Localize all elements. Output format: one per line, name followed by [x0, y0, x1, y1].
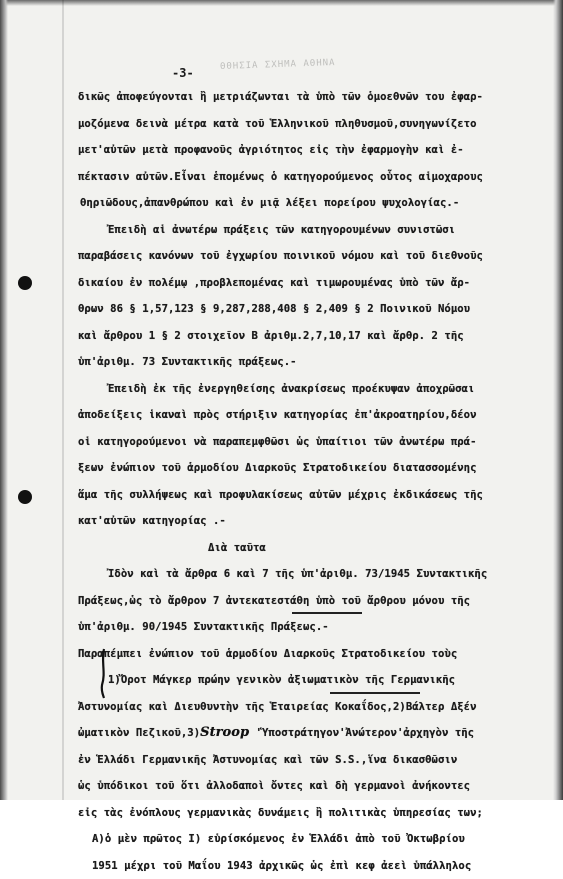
scan-edge-right: [553, 0, 563, 800]
text-line: ὑπ'ἀριθμ. 73 Συντακτικῆς πράξεως.-: [78, 349, 550, 376]
text-line: Ἰδὸν καὶ τὰ ἄρθρα 6 καὶ 7 τῆς ὑπ'ἀριθμ. 73/1945 Συντακτικῆς: [78, 561, 550, 588]
text-line: 1)Ὄροτ Μάγκερ πρώην γενικὸν ἀξιωματικὸν τῆς Γερμανικῆς: [78, 667, 550, 694]
bleed-through-text: ΘΘΗΣΙΑ ΣΧΗΜΑ ΑΘΗΝΑ: [220, 58, 336, 72]
text-line-with-handwriting: [78, 720, 550, 747]
text-line: πέκτασιν αὐτῶν.Εἶναι ἑπομένως ὁ κατηγορούμενος οὗτος αἱμοχαρους: [78, 164, 550, 191]
text-fragment: 'Ὑποστράτηγον'Ἀνώτερον'ἀρχηγὸν τῆς: [256, 727, 475, 739]
handwritten-underline: [292, 612, 362, 614]
text-line: Ἀστυνομίας καὶ Διευθυντὴν τῆς Ἑταιρείας Κοκαΐδος,2)Βάλτερ Δξέν: [78, 694, 550, 721]
handwritten-underline: [330, 692, 420, 694]
text-fragment: ὠματικὸν Πεζικοῦ,3): [78, 727, 200, 739]
text-line: Ἐπειδὴ αἱ ἀνωτέρω πράξεις τῶν κατηγορουμένων συνιστῶσι: [78, 217, 550, 244]
text-line: Πράξεως,ὡς τὸ ἄρθρον 7 ἀντεκατεστάθη ὑπὸ τοῦ ἄρθρου μόνου τῆς: [78, 588, 550, 615]
scan-edge-top: [0, 0, 563, 6]
text-line: κατ'αὐτῶν κατηγορίας .-: [78, 508, 550, 535]
text-line: ξεων ἐνώπιον τοῦ ἁρμοδίου Διαρκοῦς Στρατοδικείου διατασσομένης: [78, 455, 550, 482]
text-line: ἅμα τῆς συλλήψεως καὶ προφυλακίσεως αὐτῶν μέχρις ἐκδικάσεως τῆς: [78, 482, 550, 509]
text-line: ἐν Ἑλλάδι Γερμανικῆς Ἀστυνομίας καὶ τῶν S.S.,ἵνα δικασθῶσιν: [78, 747, 550, 774]
text-line: ὡς ὑπόδικοι τοῦ ὅτι ἀλλοδαποὶ ὄντες καὶ δὴ γερμανοὶ ἀνήκοντες: [78, 773, 550, 800]
handwritten-margin-mark: [98, 647, 108, 699]
text-line: 1951 μέχρι τοῦ Μαΐου 1943 ἀρχικῶς ὡς ἐπὶ κεφ ἀεεὶ ὑπάλληλος: [78, 853, 550, 879]
punch-hole-icon: [18, 490, 32, 504]
text-line: Α)ὁ μὲν πρῶτος I) εὑρίσκόμενος ἐν Ἑλλάδι ἀπὸ τοῦ Ὀκτωβρίου: [78, 826, 550, 853]
text-line: Ἐπειδὴ ἐκ τῆς ἐνεργηθείσης ἀνακρίσεως προέκυψαν ἀποχρῶσαι: [78, 376, 550, 403]
document-body: [78, 84, 550, 879]
text-line: θηριῶδους,ἀπανθρώπου καὶ ἐν μιᾷ λέξει πορείρου ψυχολογίας.-: [78, 190, 550, 217]
text-line: μετ'αὐτῶν μετὰ προφανοῦς ἀγριότητος εἰς τὴν ἐφαρμογὴν καὶ ἐ-: [78, 137, 550, 164]
handwritten-name: Stroop: [200, 725, 249, 740]
punch-hole-icon: [18, 276, 32, 290]
text-line: εἰς τὰς ἐνόπλους γερμανικὰς δυνάμεις ἢ πολιτικὰς ὑπηρεσίας των;: [78, 800, 550, 827]
text-line: ὑπ'ἀριθμ. 90/1945 Συντακτικῆς Πράξεως.-: [78, 614, 550, 641]
text-line: μοζόμενα δεινὰ μέτρα κατὰ τοῦ Ἑλληνικοῦ πληθυσμοῦ,συνηγωνίζετο: [78, 111, 550, 138]
page-number: -3-: [172, 66, 194, 80]
text-line: Παραπέμπει ἐνώπιον τοῦ ἁρμοδίου Διαρκοῦς Στρατοδικείου τοὺς: [78, 641, 550, 668]
scan-edge-left: [0, 0, 8, 800]
text-line: οἱ κατηγορούμενοι νὰ παραπεμφθῶσι ὡς ὑπαίτιοι τῶν ἀνωτέρω πρά-: [78, 429, 550, 456]
text-line: δικῶς ἀποφεύγονται ἢ μετριάζωνται τὰ ὑπὸ τῶν ὁμοεθνῶν του ἐφαρ-: [78, 84, 550, 111]
text-line: ἀποδείξεις ἱκαναὶ πρὸς στήριξιν κατηγορίας ἐπ'ἀκροατηρίου,δέον: [78, 402, 550, 429]
text-line: θρων 86 § 1,57,123 § 9,287,288,408 § 2,409 § 2 Ποινικοῦ Νόμου: [78, 296, 550, 323]
text-line: παραβάσεις κανόνων τοῦ ἐγχωρίου ποινικοῦ νόμου καὶ τοῦ διεθνοῦς: [78, 243, 550, 270]
paper-fold-line: [62, 0, 64, 800]
text-line: καὶ ἄρθρου 1 § 2 στοιχεῖον Β ἀριθμ.2,7,10,17 καὶ ἄρθρ. 2 τῆς: [78, 323, 550, 350]
text-line: δικαίου ἐν πολέμῳ ,προβλεπομένας καὶ τιμωρουμένας ὑπὸ τῶν ἄρ-: [78, 270, 550, 297]
section-heading: Διὰ ταῦτα: [78, 535, 550, 562]
